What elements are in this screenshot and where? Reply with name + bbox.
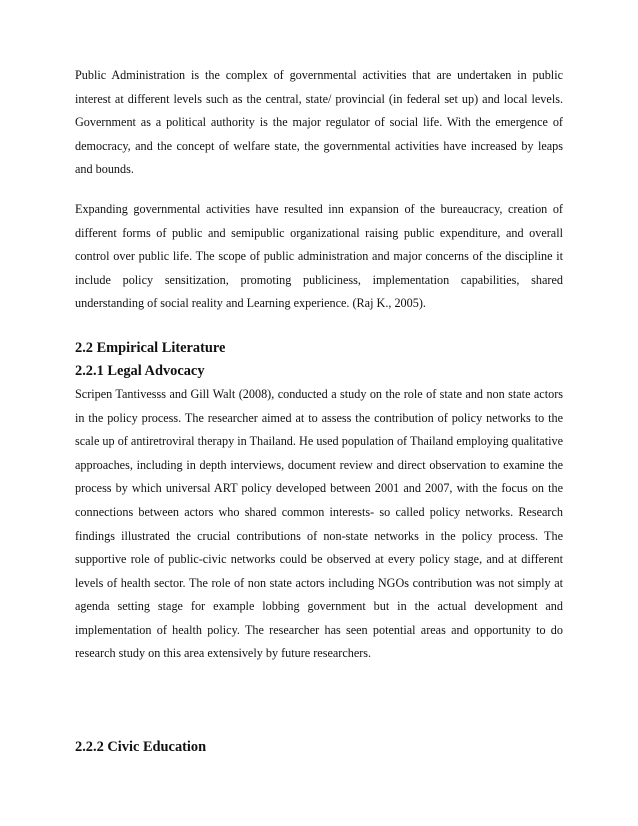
document-page xyxy=(75,64,563,759)
heading-empirical-literature: 2.2 Empirical Literature xyxy=(75,339,226,356)
heading-legal-advocacy: 2.2.1 Legal Advocacy xyxy=(75,362,205,379)
paragraph-spacer xyxy=(75,182,563,198)
heading-civic-education: 2.2.2 Civic Education xyxy=(75,739,207,756)
section-spacer-large xyxy=(75,666,563,734)
paragraph-public-administration: Public Administration is the complex of governmental activities that are undertaken in public interest at different levels such as the central, state/ provincial (in federal set up) and local levels. Government as a political authority is the major regulator of social life. With the emergence of democracy, and the concept of welfare state, the governmental activities have increased by leaps and bounds. xyxy=(75,68,563,177)
paragraph-legal-advocacy: Scripen Tantivesss and Gill Walt (2008), conducted a study on the role of state and non state actors in the policy process. The researcher aimed at to assess the contribution of policy networks to the scale up of antiretroviral therapy in Thailand. He used population of Thailand employing qualitative approaches, including in depth interviews, document review and direct observation to examine the process by which universal ART policy developed between 2001 and 2007, with the focus on the connections between actors who shared common interests- so called policy networks. Research findings illustrated the crucial contributions of non-state networks in the policy process. The supportive role of public-civic networks could be observed at every policy stage, and at different levels of health sector. The role of non state actors including NGOs contribution was not simply at agenda setting stage for example lobbing government but in the actual development and implementation of health policy. The researcher has seen potential areas and opportunity to do research study on this area extensively by future researchers. xyxy=(75,386,563,661)
paragraph-governmental-activities: Expanding governmental activities have resulted inn expansion of the bureaucracy, creation of different forms of public and semipublic organizational raising public expenditure, and overall control over public life. The scope of public administration and major concerns of the discipline it include policy sensitization, promoting publiciness, implementation capabilities, shared understanding of social reality and Learning experience. (Raj K., 2005). xyxy=(75,201,563,311)
section-spacer xyxy=(75,316,563,338)
